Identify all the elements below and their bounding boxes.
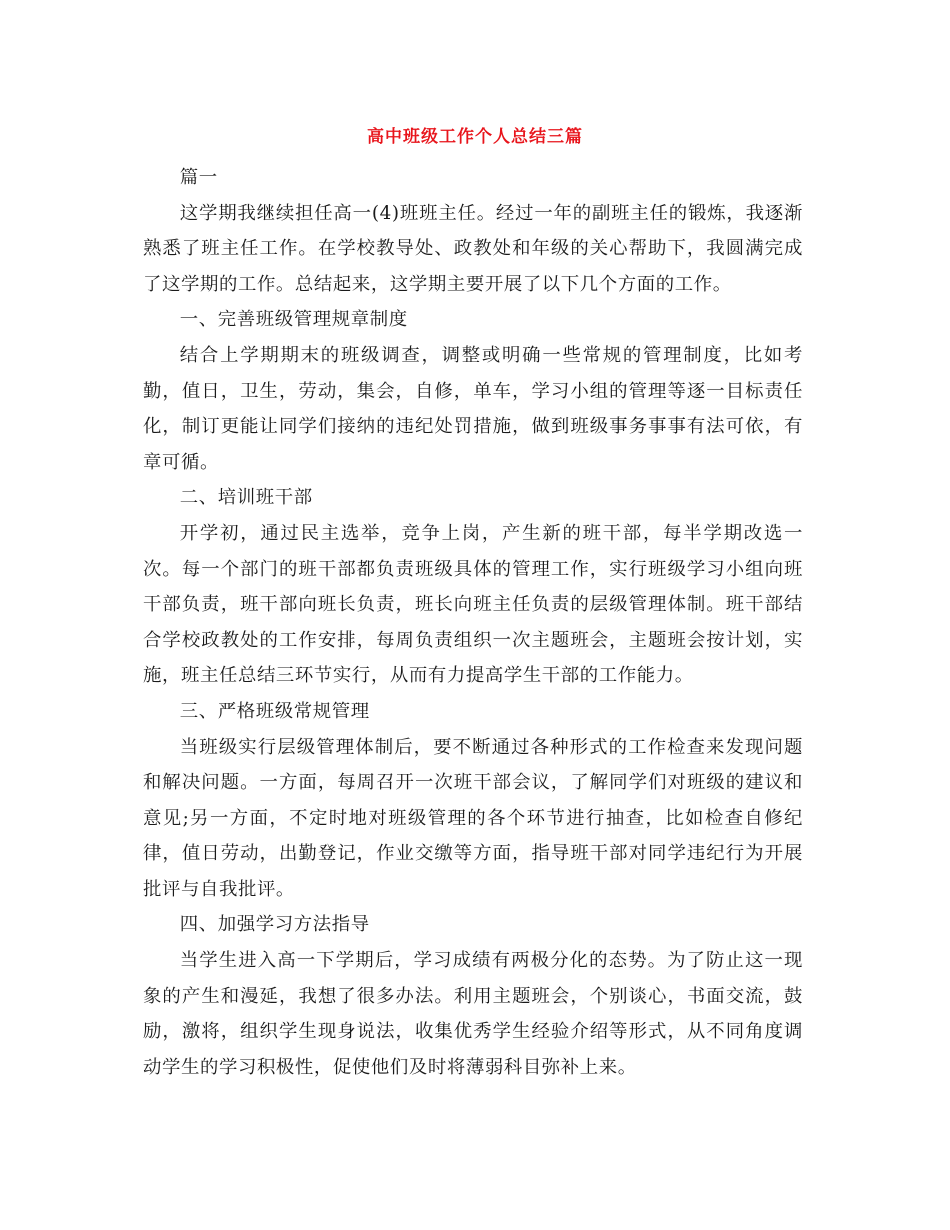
paragraph: 这学期我继续担任高一(4)班班主任。经过一年的副班主任的锻炼，我逐渐熟悉了班主任工作。在学校教导处、政教处和年级的关心帮助下，我圆满完成了这学期的工作。总结起来，这学期主要开展了以下几个方面的工作。 [143, 202, 803, 295]
section-heading: 篇一 [179, 167, 218, 188]
paragraph: 当班级实行层级管理体制后，要不断通过各种形式的工作检查来发现问题和解决问题。一方面，每周召开一次班干部会议，了解同学们对班级的建议和意见;另一方面，不定时地对班级管理的各个环节进行抽查，比如检查自修纪律，值日劳动，出勤登记，作业交缴等方面，指导班干部对同学违纪行为开展批评与自我批评。 [143, 736, 803, 900]
paragraph: 当学生进入高一下学期后，学习成绩有两极分化的态势。为了防止这一现象的产生和漫延，我想了很多办法。利用主题班会，个别谈心，书面交流，鼓励，激将，组织学生现身说法，收集优秀学生经验介绍等形式，从不同角度调动学生的学习积极性，促使他们及时将薄弱科目弥补上来。 [143, 950, 803, 1078]
document-body [143, 160, 803, 1085]
paragraph: 开学初，通过民主选举，竞争上岗，产生新的班干部，每半学期改选一次。每一个部门的班干部都负责班级具体的管理工作，实行班级学习小组向班干部负责，班干部向班长负责，班长向班主任负责的层级管理体制。班干部结合学校政教处的工作安排，每周负责组织一次主题班会，主题班会按计划，实施，班主任总结三环节实行，从而有力提高学生干部的工作能力。 [143, 522, 803, 687]
section-heading: 三、严格班级常规管理 [179, 700, 370, 722]
section-heading: 一、完善班级管理规章制度 [179, 309, 408, 331]
section-heading: 四、加强学习方法指导 [179, 914, 370, 936]
paragraph: 结合上学期期末的班级调查，调整或明确一些常规的管理制度，比如考勤，值日，卫生，劳动，集会，自修，单车，学习小组的管理等逐一目标责任化，制订更能让同学们接纳的违纪处罚措施，做到班级事务事事有法可依，有章可循。 [143, 344, 803, 473]
section-heading: 二、培训班干部 [179, 487, 313, 509]
document-title: 高中班级工作个人总结三篇 [367, 127, 583, 147]
